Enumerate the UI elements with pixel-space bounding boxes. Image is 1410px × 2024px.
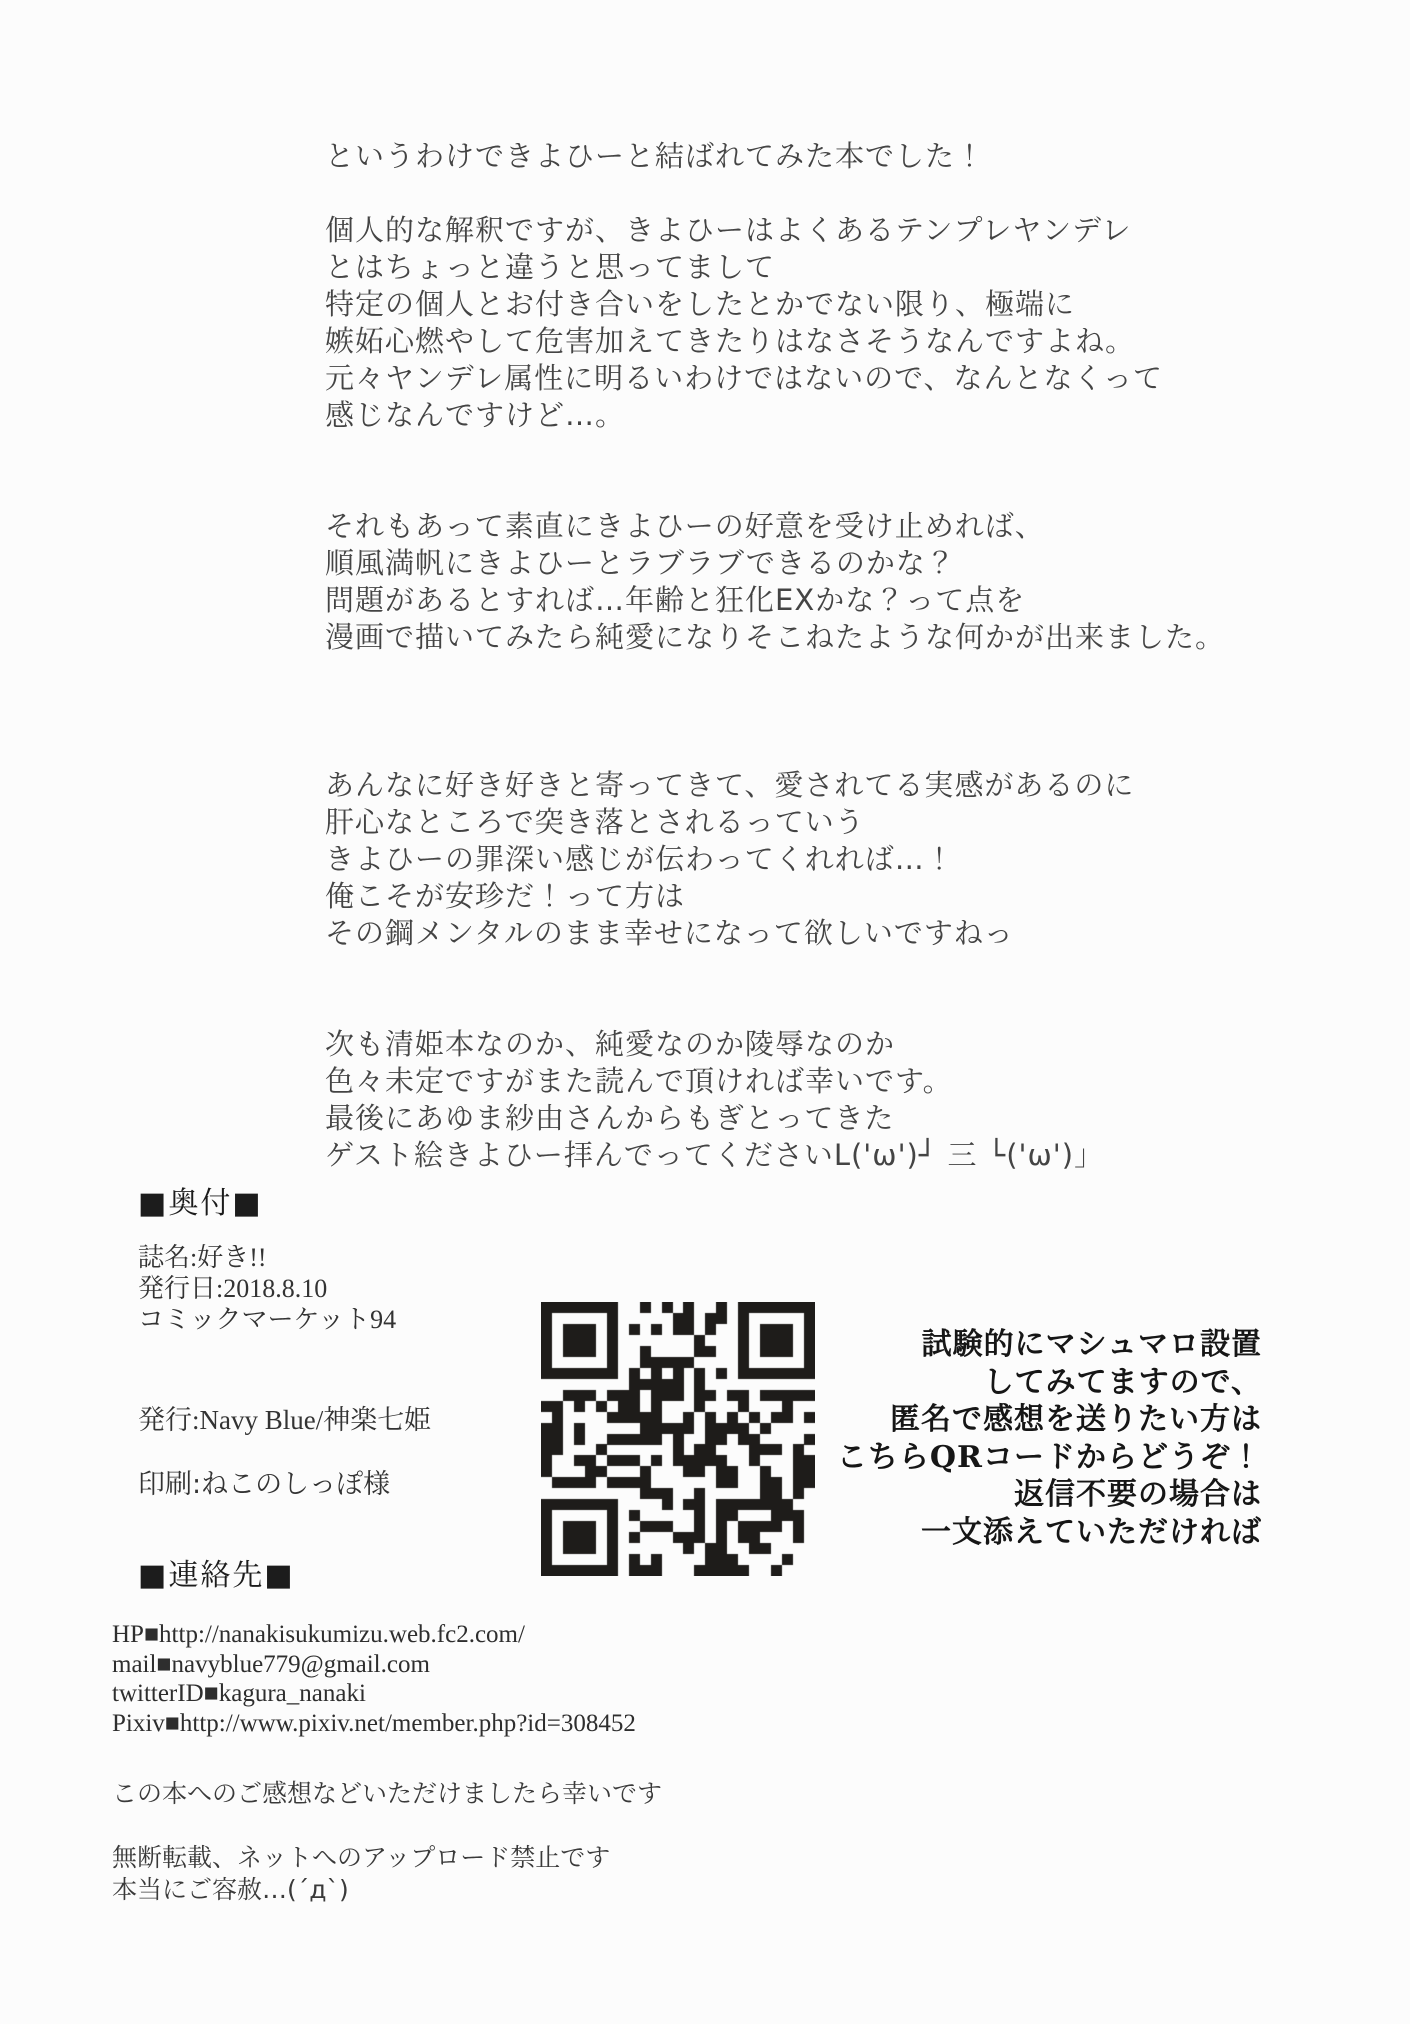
paragraph xyxy=(325,138,1385,175)
text-line: 発行日:2018.8.10 xyxy=(138,1274,328,1303)
text-line: 返信不要の場合は xyxy=(1014,1477,1262,1512)
marshmallow-note xyxy=(742,1326,1262,1551)
text-line: 個人的な解釈ですが、きよひーはよくあるテンプレヤンデレ xyxy=(325,213,1132,247)
text-line: mail■navyblue779@gmail.com xyxy=(112,1650,430,1678)
publisher-line: 発行:Navy Blue/神楽七姫 xyxy=(138,1405,432,1435)
text-line: 問題があるとすれば…年齢と狂化EXかな？って点を xyxy=(325,583,1026,617)
text-line: Pixiv■http://www.pixiv.net/member.php?id=308452 xyxy=(112,1709,636,1737)
text-line: その鋼メンタルのまま幸せになって欲しいですねっ xyxy=(325,916,1014,950)
text-line: 試験的にマシュマロ設置 xyxy=(921,1327,1262,1362)
text-line: ゲスト絵きよひー拝んでってくださいL('ω')┘ 三 └('ω')」 xyxy=(325,1138,1105,1172)
colophon-info xyxy=(138,1242,396,1335)
text-line: 匿名で感想を送りたい方は xyxy=(890,1402,1262,1437)
text-line: 無断転載、ネットへのアップロード禁止です xyxy=(112,1843,611,1872)
text-line: してみてますので、 xyxy=(983,1364,1262,1400)
feedback-note: この本へのご感想などいただけましたら幸いです xyxy=(112,1779,663,1808)
printer-line: 印刷:ねこのしっぽ様 xyxy=(138,1469,391,1500)
text-line: 感じなんですけど…。 xyxy=(325,398,626,432)
text-line: 誌名:好き!! xyxy=(138,1243,267,1272)
text-line: twitterID■kagura_nanaki xyxy=(112,1680,366,1707)
text-line: コミックマーケット94 xyxy=(138,1305,397,1334)
paragraph xyxy=(325,212,1385,434)
text-line: こちらQRコードからどうぞ！ xyxy=(836,1439,1262,1475)
text-line: 最後にあゆま紗由さんからもぎとってきた xyxy=(325,1101,895,1135)
text-line: HP■http://nanakisukumizu.web.fc2.com/ xyxy=(112,1621,525,1648)
text-line: というわけできよひーと結ばれてみた本でした！ xyxy=(325,139,986,173)
text-line: とはちょっと違うと思ってまして xyxy=(325,250,776,284)
reprint-notice xyxy=(112,1842,610,1906)
text-line: 本当にご容赦…(´д`) xyxy=(112,1875,349,1904)
contact-list xyxy=(112,1620,636,1738)
text-line: 俺こそが安珍だ！って方は xyxy=(325,879,686,913)
text-line: きよひーの罪深い感じが伝わってくれれば…！ xyxy=(325,842,955,876)
text-line: 順風満帆にきよひーとラブラブできるのかな？ xyxy=(325,546,956,580)
text-line: 色々未定ですがまた読んで頂ければ幸いです。 xyxy=(325,1064,953,1098)
text-line: 元々ヤンデレ属性に明るいわけではないので、なんとなくって xyxy=(325,361,1163,395)
text-line: 次も清姫本なのか、純愛なのか陵辱なのか xyxy=(325,1027,896,1061)
text-line: 特定の個人とお付き合いをしたとかでない限り、極端に xyxy=(325,287,1076,321)
text-line: それもあって素直にきよひーの好意を受け止めれば、 xyxy=(325,509,1045,543)
text-line: 一文添えていただければ xyxy=(921,1514,1262,1550)
paragraph xyxy=(325,767,1385,952)
text-line: あんなに好き好きと寄ってきて、愛されてる実感があるのに xyxy=(325,768,1135,802)
colophon-header: ■奥付■ xyxy=(138,1186,263,1221)
afterword-body-text xyxy=(325,138,1385,1211)
text-line: 嫉妬心燃やして危害加えてきたりはなさそうなんですよね。 xyxy=(325,324,1136,358)
paragraph xyxy=(325,508,1385,656)
contact-header: ■連絡先■ xyxy=(138,1558,295,1593)
paragraph xyxy=(325,1026,1385,1174)
text-line: 肝心なところで突き落とされるっていう xyxy=(325,805,865,839)
text-line: 漫画で描いてみたら純愛になりそこねたような何かが出来ました。 xyxy=(325,620,1226,654)
